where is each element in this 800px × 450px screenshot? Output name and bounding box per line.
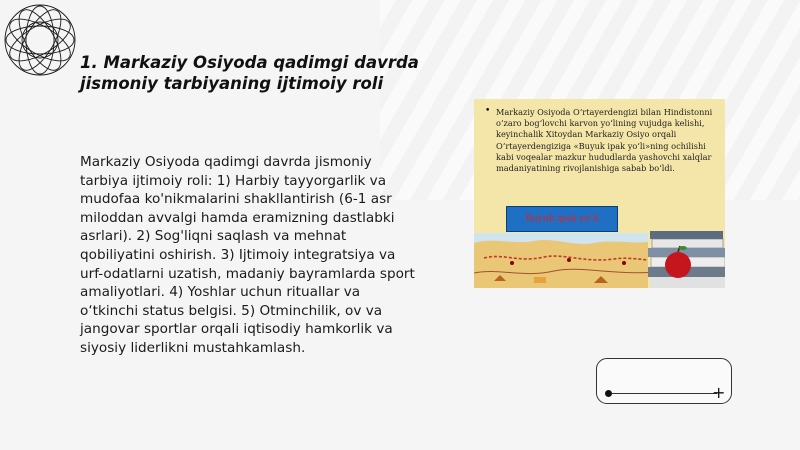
books-apple-illustration	[648, 225, 725, 288]
plus-icon[interactable]: +	[712, 383, 726, 402]
timeline-line	[612, 393, 717, 394]
picture-text: Markaziy Osiyoda O‘rtayerdengizi bilan Hindistonni o‘zaro bog‘lovchi karvon yo‘lining vujudga kelishi, keyinchalik Xitoydan Markaziy Osiyo orqali O‘rtayerdengiziga «Buyuk ipak yo‘li»ning ochilishi kabi voqealar mazkur hududlarda yashovchi xalqlar madaniyatining rivojlanishiga sabab bo‘ldi.	[496, 107, 713, 174]
bullet-icon: •	[485, 106, 491, 116]
body-text: Markaziy Osiyoda qadimgi davrda jismoniy tarbiya ijtimoiy roli: 1) Harbiy tayyorgarlik va mudofaa ko'nikmalarini shakllantirish (6-1 asr miloddan avvalgi hamda eramizning dastlabki asrlari). 2) Sog'liqni saqlash va mehnat qobiliyatini oshirish. 3) Ijtimoiy integratsiya va urf-odatlarni uzatish, madaniy bayramlarda sport amaliyotlari. 4) Yoshlar uchun rituallar va o‘tkinchi status belgisi. 5) Otminchilik, ov va jangovar sportlar orqali iqtisodiy hamkorlik va siyosiy liderlikni mustahkamlash.	[80, 154, 415, 356]
rosette-ornament-icon	[2, 2, 78, 78]
map-illustration	[474, 233, 670, 288]
picture-button: Buyuk ipak yo‘li	[506, 206, 618, 232]
embedded-picture	[474, 99, 725, 288]
slide-title: 1. Markaziy Osiyoda qadimgi davrda jismoniy tarbiyaning ijtimoiy roli	[80, 53, 419, 93]
timeline-widget[interactable]	[596, 358, 732, 404]
dot-icon[interactable]	[605, 390, 612, 397]
